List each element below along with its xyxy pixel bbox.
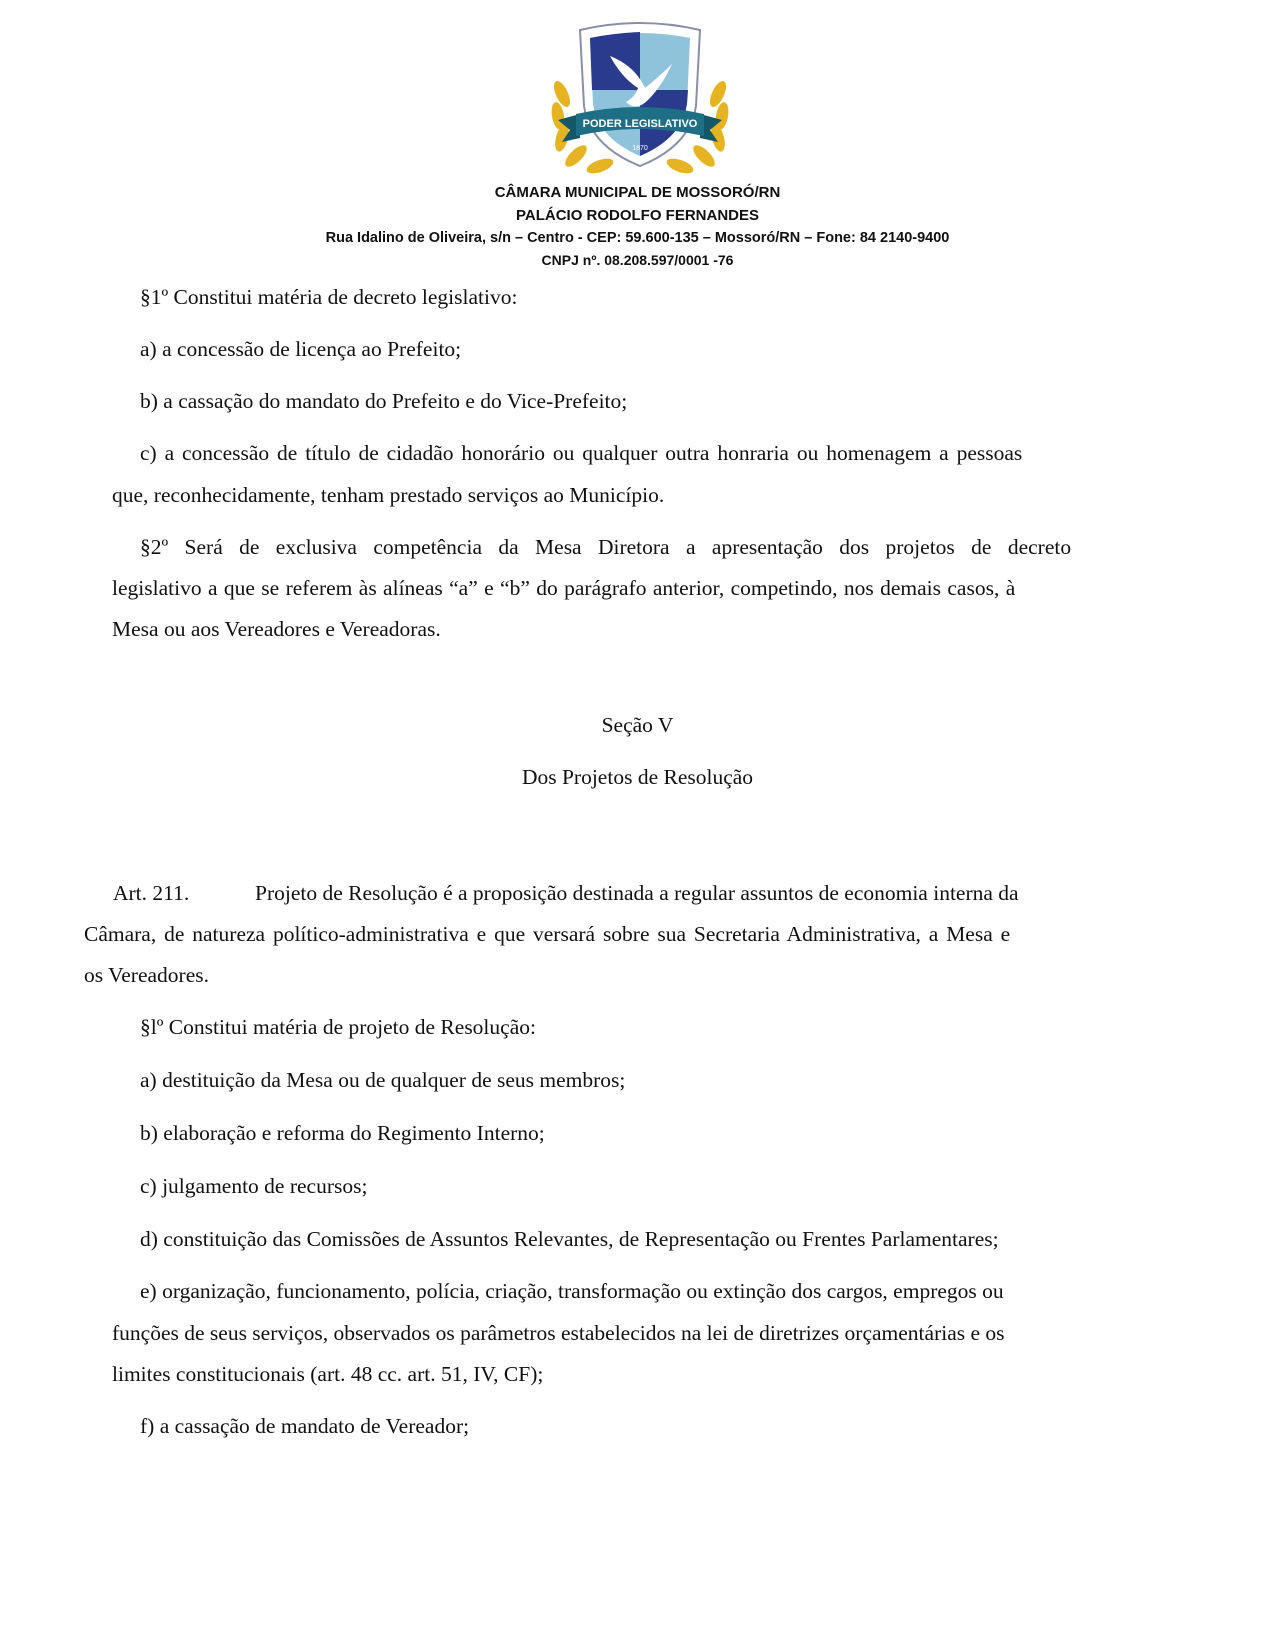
resolution-item-f: f) a cassação de mandato de Vereador;: [140, 1414, 470, 1438]
resolution-item-e-line2: funções de seus serviços, observados os parâmetros estabelecidos na lei de diretrizes orçamentárias e os: [112, 1321, 1005, 1345]
address-line: Rua Idalino de Oliveira, s/n – Centro - CEP: 59.600-135 – Mossoró/RN – Fone: 84 2140-9400: [325, 230, 950, 246]
cnpj-line: CNPJ nº. 08.208.597/0001 -76: [541, 252, 734, 268]
article-line2: Câmara, de natureza político-administrativa e que versará sobre sua Secretaria Administrativa, a Mesa e: [84, 922, 1011, 946]
institution-name: CÂMARA MUNICIPAL DE MOSSORÓ/RN: [494, 184, 781, 201]
resolution-item-c: c) julgamento de recursos;: [140, 1174, 368, 1198]
item-1c-line1: c) a concessão de título de cidadão honorário ou qualquer outra honraria ou homenagem a pessoas: [140, 441, 1023, 465]
resolution-paragraph-1: §lº Constitui matéria de projeto de Resolução:: [140, 1015, 536, 1039]
palace-name: PALÁCIO RODOLFO FERNANDES: [515, 207, 760, 224]
paragraph-2-line1: §2º Será de exclusiva competência da Mesa Diretora a apresentação dos projetos de decreto: [140, 535, 1072, 559]
resolution-item-a: a) destituição da Mesa ou de qualquer de seus membros;: [140, 1068, 626, 1092]
resolution-item-b: b) elaboração e reforma do Regimento Interno;: [140, 1121, 545, 1145]
article-line3: os Vereadores.: [84, 963, 209, 987]
article-line1: Projeto de Resolução é a proposição destinada a regular assuntos de economia interna da: [255, 881, 1019, 905]
resolution-item-e-line1: e) organização, funcionamento, polícia, criação, transformação ou extinção dos cargos, empregos ou: [140, 1279, 1004, 1303]
section-title: Seção V: [601, 713, 674, 737]
resolution-item-e-line3: limites constitucionais (art. 48 cc. art. 51, IV, CF);: [112, 1362, 544, 1386]
item-1b: b) a cassação do mandato do Prefeito e do Vice-Prefeito;: [140, 389, 628, 413]
item-1c-line2: que, reconhecidamente, tenham prestado serviços ao Município.: [112, 483, 665, 507]
item-1a: a) a concessão de licença ao Prefeito;: [140, 337, 462, 361]
section-subtitle: Dos Projetos de Resolução: [521, 765, 754, 789]
resolution-item-d: d) constituição das Comissões de Assuntos Relevantes, de Representação ou Frentes Parlamentares;: [140, 1227, 999, 1251]
paragraph-2-line2: legislativo a que se referem às alíneas “a” e “b” do parágrafo anterior, competindo, nos demais casos, à: [112, 576, 1016, 600]
paragraph-2-line3: Mesa ou aos Vereadores e Vereadoras.: [112, 617, 441, 641]
paragraph-1: §1º Constitui matéria de decreto legislativo:: [140, 285, 518, 309]
svg-text:PODER LEGISLATIVO: PODER LEGISLATIVO: [582, 118, 698, 130]
svg-text:1870: 1870: [632, 145, 648, 152]
article-number: Art. 211.: [113, 881, 190, 905]
